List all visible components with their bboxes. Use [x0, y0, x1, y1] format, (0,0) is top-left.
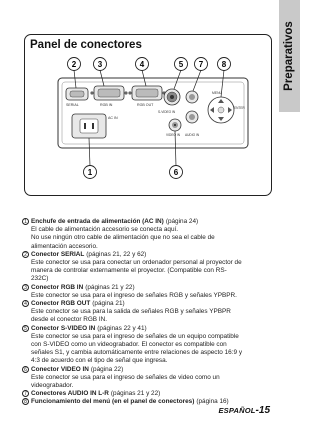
callout-6: 6: [173, 168, 179, 177]
item-title: Conectores AUDIO IN L-R: [31, 390, 109, 398]
panel-title: Panel de conectores: [30, 39, 142, 51]
callout-8: 8: [221, 60, 227, 69]
list-item: [24, 250, 283, 284]
serial-connector: [66, 88, 88, 100]
item-page: (páginas 21 y 22): [85, 283, 135, 291]
callout-3: 3: [97, 60, 103, 69]
video-in-label: VIDEO IN: [166, 133, 180, 137]
video-in-connector: [169, 119, 181, 131]
item-number: 3: [22, 284, 29, 291]
item-number: 2: [22, 251, 29, 258]
enter-label: ENTER: [234, 106, 245, 110]
serial-label: SERIAL: [66, 103, 79, 107]
item-title: Conector VIDEO IN: [31, 365, 89, 373]
list-item: [24, 300, 283, 325]
item-page: (página 16): [196, 398, 229, 406]
callout-5: 5: [178, 60, 184, 69]
item-page: (página 22): [90, 365, 124, 373]
item-title: Conector SERIAL: [31, 250, 85, 258]
item-page: (página 21): [92, 300, 125, 308]
s-video-connector: [164, 89, 180, 105]
rgb-in-label: RGB IN: [100, 103, 113, 107]
list-item: [24, 218, 283, 251]
audio-in-label: AUDIO IN: [185, 133, 200, 137]
rgb-in-connector: [90, 86, 127, 100]
item-title: Conector RGB IN: [31, 283, 84, 291]
item-description: El cable de alimentación accesorio se conecta aquí. No use ningún otro cable de alimentación que no sea el cable de alimentación accesorio.: [31, 226, 215, 250]
callout-4: 4: [139, 60, 145, 69]
item-title: Enchufe de entrada de alimentación (AC IN): [31, 218, 164, 225]
item-description: Este conector se usa para el ingreso de señales de un equipo compatible con S-VIDEO como un videograbador. El conector es compatible con señales S1, y cambia automáticamente entre relaciones de aspecto 16:9 y 4:3 de acuerdo con el tipo de señal que ingresa.: [31, 332, 243, 365]
item-description: Este conector se usa para el ingreso de señales de video como un videograbador.: [31, 373, 220, 390]
item-number: 5: [22, 325, 29, 332]
ac-in-label: AC IN: [108, 116, 118, 120]
item-title: Funcionamiento del menú (en el panel de conectores): [31, 398, 195, 406]
callout-2: 2: [71, 60, 77, 69]
rgb-out-connector: [128, 86, 165, 100]
item-number: 8: [22, 398, 29, 405]
list-item: [24, 324, 283, 366]
item-page: (páginas 21, 22 y 62): [86, 250, 147, 258]
list-item: [24, 365, 283, 391]
item-number: 1: [22, 218, 29, 225]
page-number: [218, 405, 270, 416]
footer-page: -15: [255, 405, 270, 416]
item-title: Conector S-VIDEO IN: [31, 324, 96, 332]
item-description: Este conector se usa para la salida de señales RGB y señales YPBPR desde el conector RGB IN.: [31, 308, 231, 324]
item-title: Conector RGB OUT: [31, 300, 91, 308]
item-description: Este conector se usa para conectar un ordenador personal al proyector de manera de controlar externamente el proyector. (Compatible con RS- 232C): [31, 259, 242, 283]
item-number: 7: [22, 390, 29, 397]
item-page: (página 24): [165, 218, 199, 225]
footer-language: ESPAÑOL: [218, 406, 256, 415]
section-tab-label: Preparativos: [283, 21, 295, 91]
item-page: (páginas 21 y 22): [110, 390, 161, 398]
s-video-label: S-VIDEO IN: [158, 110, 176, 114]
connector-descriptions: [24, 218, 283, 407]
rgb-out-label: RGB OUT: [137, 103, 154, 107]
callout-7: 7: [198, 60, 204, 69]
item-number: 6: [22, 366, 29, 373]
item-page: (páginas 22 y 41): [97, 324, 147, 332]
menu-label: MENU: [212, 91, 222, 95]
list-item: [24, 283, 283, 300]
item-description: Este conector se usa para el ingreso de señales RGB y señales YPBPR.: [31, 291, 237, 299]
callout-1: 1: [87, 168, 93, 177]
list-item: [24, 390, 283, 398]
item-number: 4: [22, 300, 29, 307]
ac-in-socket: [72, 114, 106, 138]
